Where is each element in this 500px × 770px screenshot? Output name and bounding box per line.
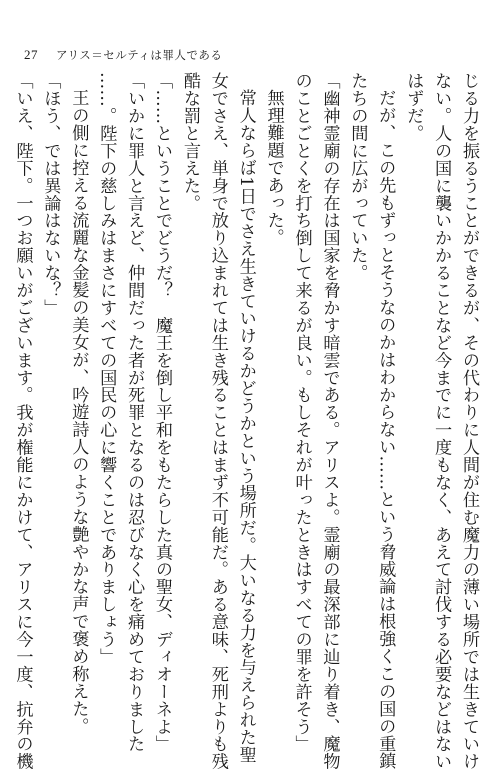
text-line: 「……ということでどうだ？ 魔王を倒し平和をもたらした真の聖女、ディオーネよ」	[152, 72, 173, 753]
text-line: ……。陛下の慈しみはまさにすべての国民の心に響くことでありましょう」	[96, 72, 117, 666]
text-line: 女でさえ、単身で放り込まれては生き残ることはまず不可能だ。ある意味、死刑よりも残	[207, 72, 228, 770]
text-line: 「幽神霊廟の存在は国家を脅かす暗雲である。アリスよ。霊廟の最深部に辿り着き、魔物	[319, 72, 340, 770]
text-line: はずだ。	[403, 72, 424, 142]
body-text	[12, 72, 482, 770]
page-number: 27	[24, 47, 38, 62]
text-line: ない。人の国に襲いかかることなど今までに一度もなく、あえて討伐する必要などはない	[431, 72, 452, 770]
running-title: アリス＝セルティは罪人である	[56, 48, 223, 62]
text-line: 「いえ、陛下。一つお願いがございます。我が権能にかけて、アリスに今一度、抗弁の機	[12, 72, 33, 770]
text-line: だが、この先もずっとそうなのかはわからない……という脅威論は根強くこの国の重鎮	[375, 89, 396, 770]
text-line: 酷な罰と言えた。	[179, 72, 200, 212]
text-line: 王の側に控える流麗な金髪の美女が、吟遊詩人のような艶やかな声で褒め称えた。	[68, 89, 89, 735]
text-line: のことごとくを打ち倒して来るが良い。もしそれが叶ったときはすべての罪を許そう」	[291, 72, 312, 753]
text-line: 常人ならば1日でさえ生きていけるかどうかという場所だ。大いなる力を与えられた聖	[235, 89, 256, 764]
page-header	[24, 44, 484, 66]
text-line: 「いかに罪人と言えど、仲間だった者が死罪となるのは忍びなく心を痛めておりました	[124, 72, 145, 753]
text-line: じる力を振るうことができるが、その代わりに人間が住む魔力の薄い場所では生きていけ	[459, 72, 479, 770]
text-line: 「ほう、では異論はないな？」	[40, 72, 61, 317]
text-line: たちの間に広がっていた。	[347, 72, 368, 282]
text-line: 無理難題であった。	[263, 89, 284, 247]
